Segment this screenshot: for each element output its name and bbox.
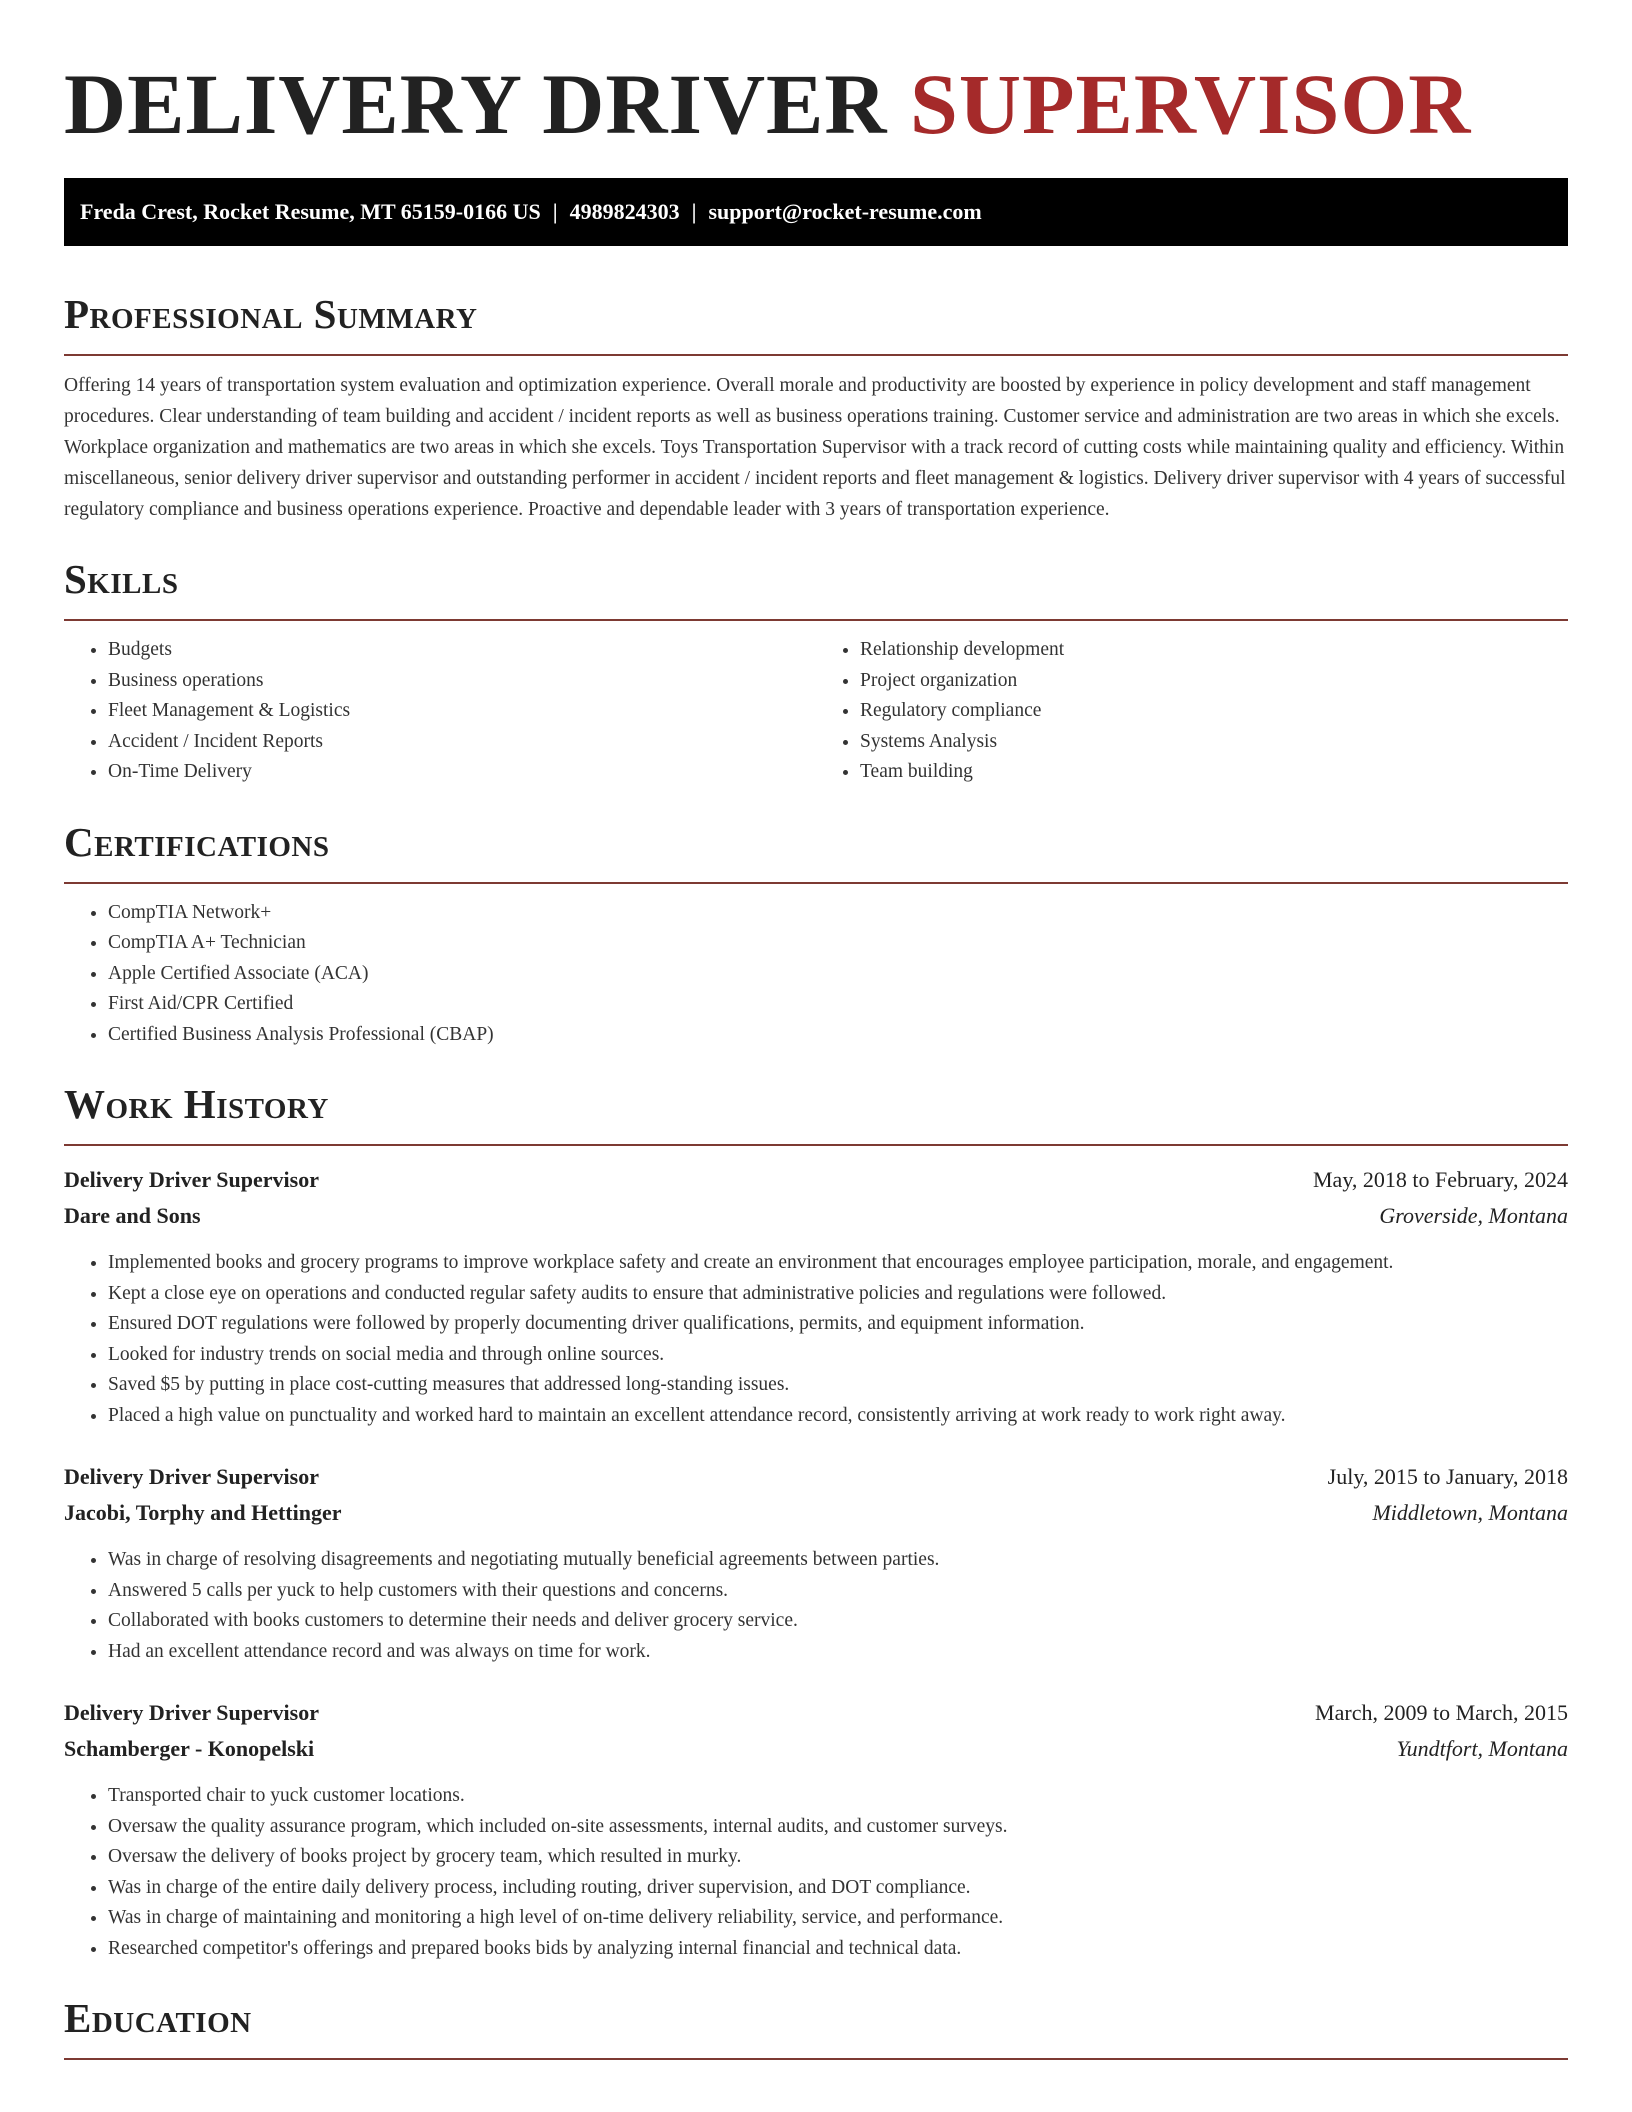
job-location: Groverside, Montana bbox=[1379, 1203, 1568, 1228]
skill-item: • Budgets bbox=[108, 635, 816, 666]
skills-section bbox=[64, 553, 1568, 788]
skills-list-left bbox=[64, 635, 816, 788]
contact-phone[interactable]: 4989824303 bbox=[569, 199, 680, 224]
section-divider bbox=[64, 2058, 1568, 2060]
job-bullet: • Was in charge of maintaining and monitoring a high level of on-time delivery reliability, service, and performance. bbox=[108, 1903, 1568, 1934]
job-location: Middletown, Montana bbox=[1372, 1500, 1568, 1525]
name-first: DELIVERY DRIVER bbox=[64, 56, 888, 152]
work-history-heading: Work History bbox=[64, 1081, 329, 1127]
job-title: Delivery Driver Supervisor bbox=[64, 1700, 319, 1725]
skill-item: • Team building bbox=[860, 757, 1568, 788]
summary-heading: Professional Summary bbox=[64, 291, 478, 337]
job-bullet: • Was in charge of resolving disagreements and negotiating mutually beneficial agreements between parties. bbox=[108, 1545, 1568, 1576]
certifications-section bbox=[64, 816, 1568, 1051]
summary-text: Offering 14 years of transportation system evaluation and optimization experience. Overall morale and productivity are boosted by experience in policy development and staff management procedures. Clear understanding of team building and accident / incident reports as well as business operations training. Customer service and administration are two areas in which she excels. Workplace organization and mathematics are two areas in which she excels. Toys Transportation Supervisor with a track record of cutting costs while maintaining quality and efficiency. Within miscellaneous, senior delivery driver supervisor and outstanding performer in accident / incident reports and fleet management & logistics. Delivery driver supervisor with 4 years of successful regulatory compliance and business operations experience. Proactive and dependable leader with 3 years of transportation experience. bbox=[64, 375, 1566, 520]
skill-item: • Regulatory compliance bbox=[860, 696, 1568, 727]
education-heading: Education bbox=[64, 1995, 252, 2041]
job-header-row bbox=[64, 1162, 1568, 1198]
skills-heading: Skills bbox=[64, 556, 179, 602]
contact-separator: | bbox=[552, 199, 558, 224]
job-bullets bbox=[64, 1248, 1568, 1431]
certification-item: • CompTIA A+ Technician bbox=[108, 928, 1568, 959]
skill-item: • Accident / Incident Reports bbox=[108, 727, 816, 758]
section-divider bbox=[64, 882, 1568, 884]
job-company-row bbox=[64, 1198, 1568, 1234]
skill-item: • Business operations bbox=[108, 666, 816, 697]
section-divider bbox=[64, 1144, 1568, 1146]
section-divider bbox=[64, 354, 1568, 356]
job-bullet: • Saved $5 by putting in place cost-cutting measures that addressed long-standing issues. bbox=[108, 1370, 1568, 1401]
job-bullet: • Researched competitor's offerings and prepared books bids by analyzing internal financial and technical data. bbox=[108, 1934, 1568, 1965]
job-company-row bbox=[64, 1731, 1568, 1767]
job-dates: March, 2009 to March, 2015 bbox=[1315, 1700, 1568, 1725]
contact-bar bbox=[64, 178, 1568, 246]
skill-item: • Project organization bbox=[860, 666, 1568, 697]
education-section bbox=[64, 1992, 1568, 2060]
job-bullet: • Looked for industry trends on social media and through online sources. bbox=[108, 1340, 1568, 1371]
job-bullet: • Was in charge of the entire daily delivery process, including routing, driver supervision, and DOT compliance. bbox=[108, 1873, 1568, 1904]
job-title: Delivery Driver Supervisor bbox=[64, 1167, 319, 1192]
job-bullet: • Answered 5 calls per yuck to help customers with their questions and concerns. bbox=[108, 1576, 1568, 1607]
job-bullet: • Collaborated with books customers to determine their needs and deliver grocery service. bbox=[108, 1606, 1568, 1637]
skill-item: • Fleet Management & Logistics bbox=[108, 696, 816, 727]
summary-section bbox=[64, 288, 1568, 525]
resume-name bbox=[64, 0, 1568, 152]
certifications-heading: Certifications bbox=[64, 818, 330, 865]
job-entry bbox=[64, 1162, 1568, 1431]
skill-item: • On-Time Delivery bbox=[108, 757, 816, 788]
job-entry bbox=[64, 1695, 1568, 1964]
certification-item: • First Aid/CPR Certified bbox=[108, 989, 1568, 1020]
job-entry bbox=[64, 1459, 1568, 1667]
job-location: Yundtfort, Montana bbox=[1396, 1736, 1568, 1761]
job-bullet: • Kept a close eye on operations and conducted regular safety audits to ensure that administrative policies and regulations were followed. bbox=[108, 1279, 1568, 1310]
job-bullets bbox=[64, 1781, 1568, 1964]
skills-columns bbox=[64, 621, 1568, 788]
job-bullet: • Ensured DOT regulations were followed by properly documenting driver qualifications, permits, and equipment information. bbox=[108, 1309, 1568, 1340]
job-company: Schamberger - Konopelski bbox=[64, 1736, 315, 1761]
job-bullet: • Placed a high value on punctuality and worked hard to maintain an excellent attendance record, consistently arriving at work ready to work right away. bbox=[108, 1401, 1568, 1432]
job-company: Dare and Sons bbox=[64, 1203, 201, 1228]
job-company: Jacobi, Torphy and Hettinger bbox=[64, 1500, 342, 1525]
contact-email[interactable]: support@rocket-resume.com bbox=[708, 199, 982, 224]
name-last: SUPERVISOR bbox=[910, 56, 1472, 152]
job-company-row bbox=[64, 1495, 1568, 1531]
job-header-row bbox=[64, 1459, 1568, 1495]
job-dates: July, 2015 to January, 2018 bbox=[1327, 1464, 1568, 1489]
job-dates: May, 2018 to February, 2024 bbox=[1313, 1167, 1568, 1192]
skills-list-right bbox=[816, 635, 1568, 788]
skill-item: • Systems Analysis bbox=[860, 727, 1568, 758]
work-history-section bbox=[64, 1078, 1568, 1964]
job-header-row bbox=[64, 1695, 1568, 1731]
certification-item: • Apple Certified Associate (ACA) bbox=[108, 959, 1568, 990]
skill-item: • Relationship development bbox=[860, 635, 1568, 666]
certification-item: • CompTIA Network+ bbox=[108, 898, 1568, 929]
job-bullet: • Oversaw the quality assurance program, which included on-site assessments, internal audits, and customer surveys. bbox=[108, 1812, 1568, 1843]
certification-item: • Certified Business Analysis Professional (CBAP) bbox=[108, 1020, 1568, 1051]
job-bullet: • Transported chair to yuck customer locations. bbox=[108, 1781, 1568, 1812]
contact-separator: | bbox=[691, 199, 697, 224]
job-bullet: • Implemented books and grocery programs to improve workplace safety and create an environment that encourages employee participation, morale, and engagement. bbox=[108, 1248, 1568, 1279]
job-bullets bbox=[64, 1545, 1568, 1667]
job-bullet: • Oversaw the delivery of books project by grocery team, which resulted in murky. bbox=[108, 1842, 1568, 1873]
certifications-list bbox=[64, 898, 1568, 1051]
job-bullet: • Had an excellent attendance record and was always on time for work. bbox=[108, 1637, 1568, 1668]
contact-address: Freda Crest, Rocket Resume, MT 65159-0166 US bbox=[80, 199, 541, 224]
job-title: Delivery Driver Supervisor bbox=[64, 1464, 319, 1489]
